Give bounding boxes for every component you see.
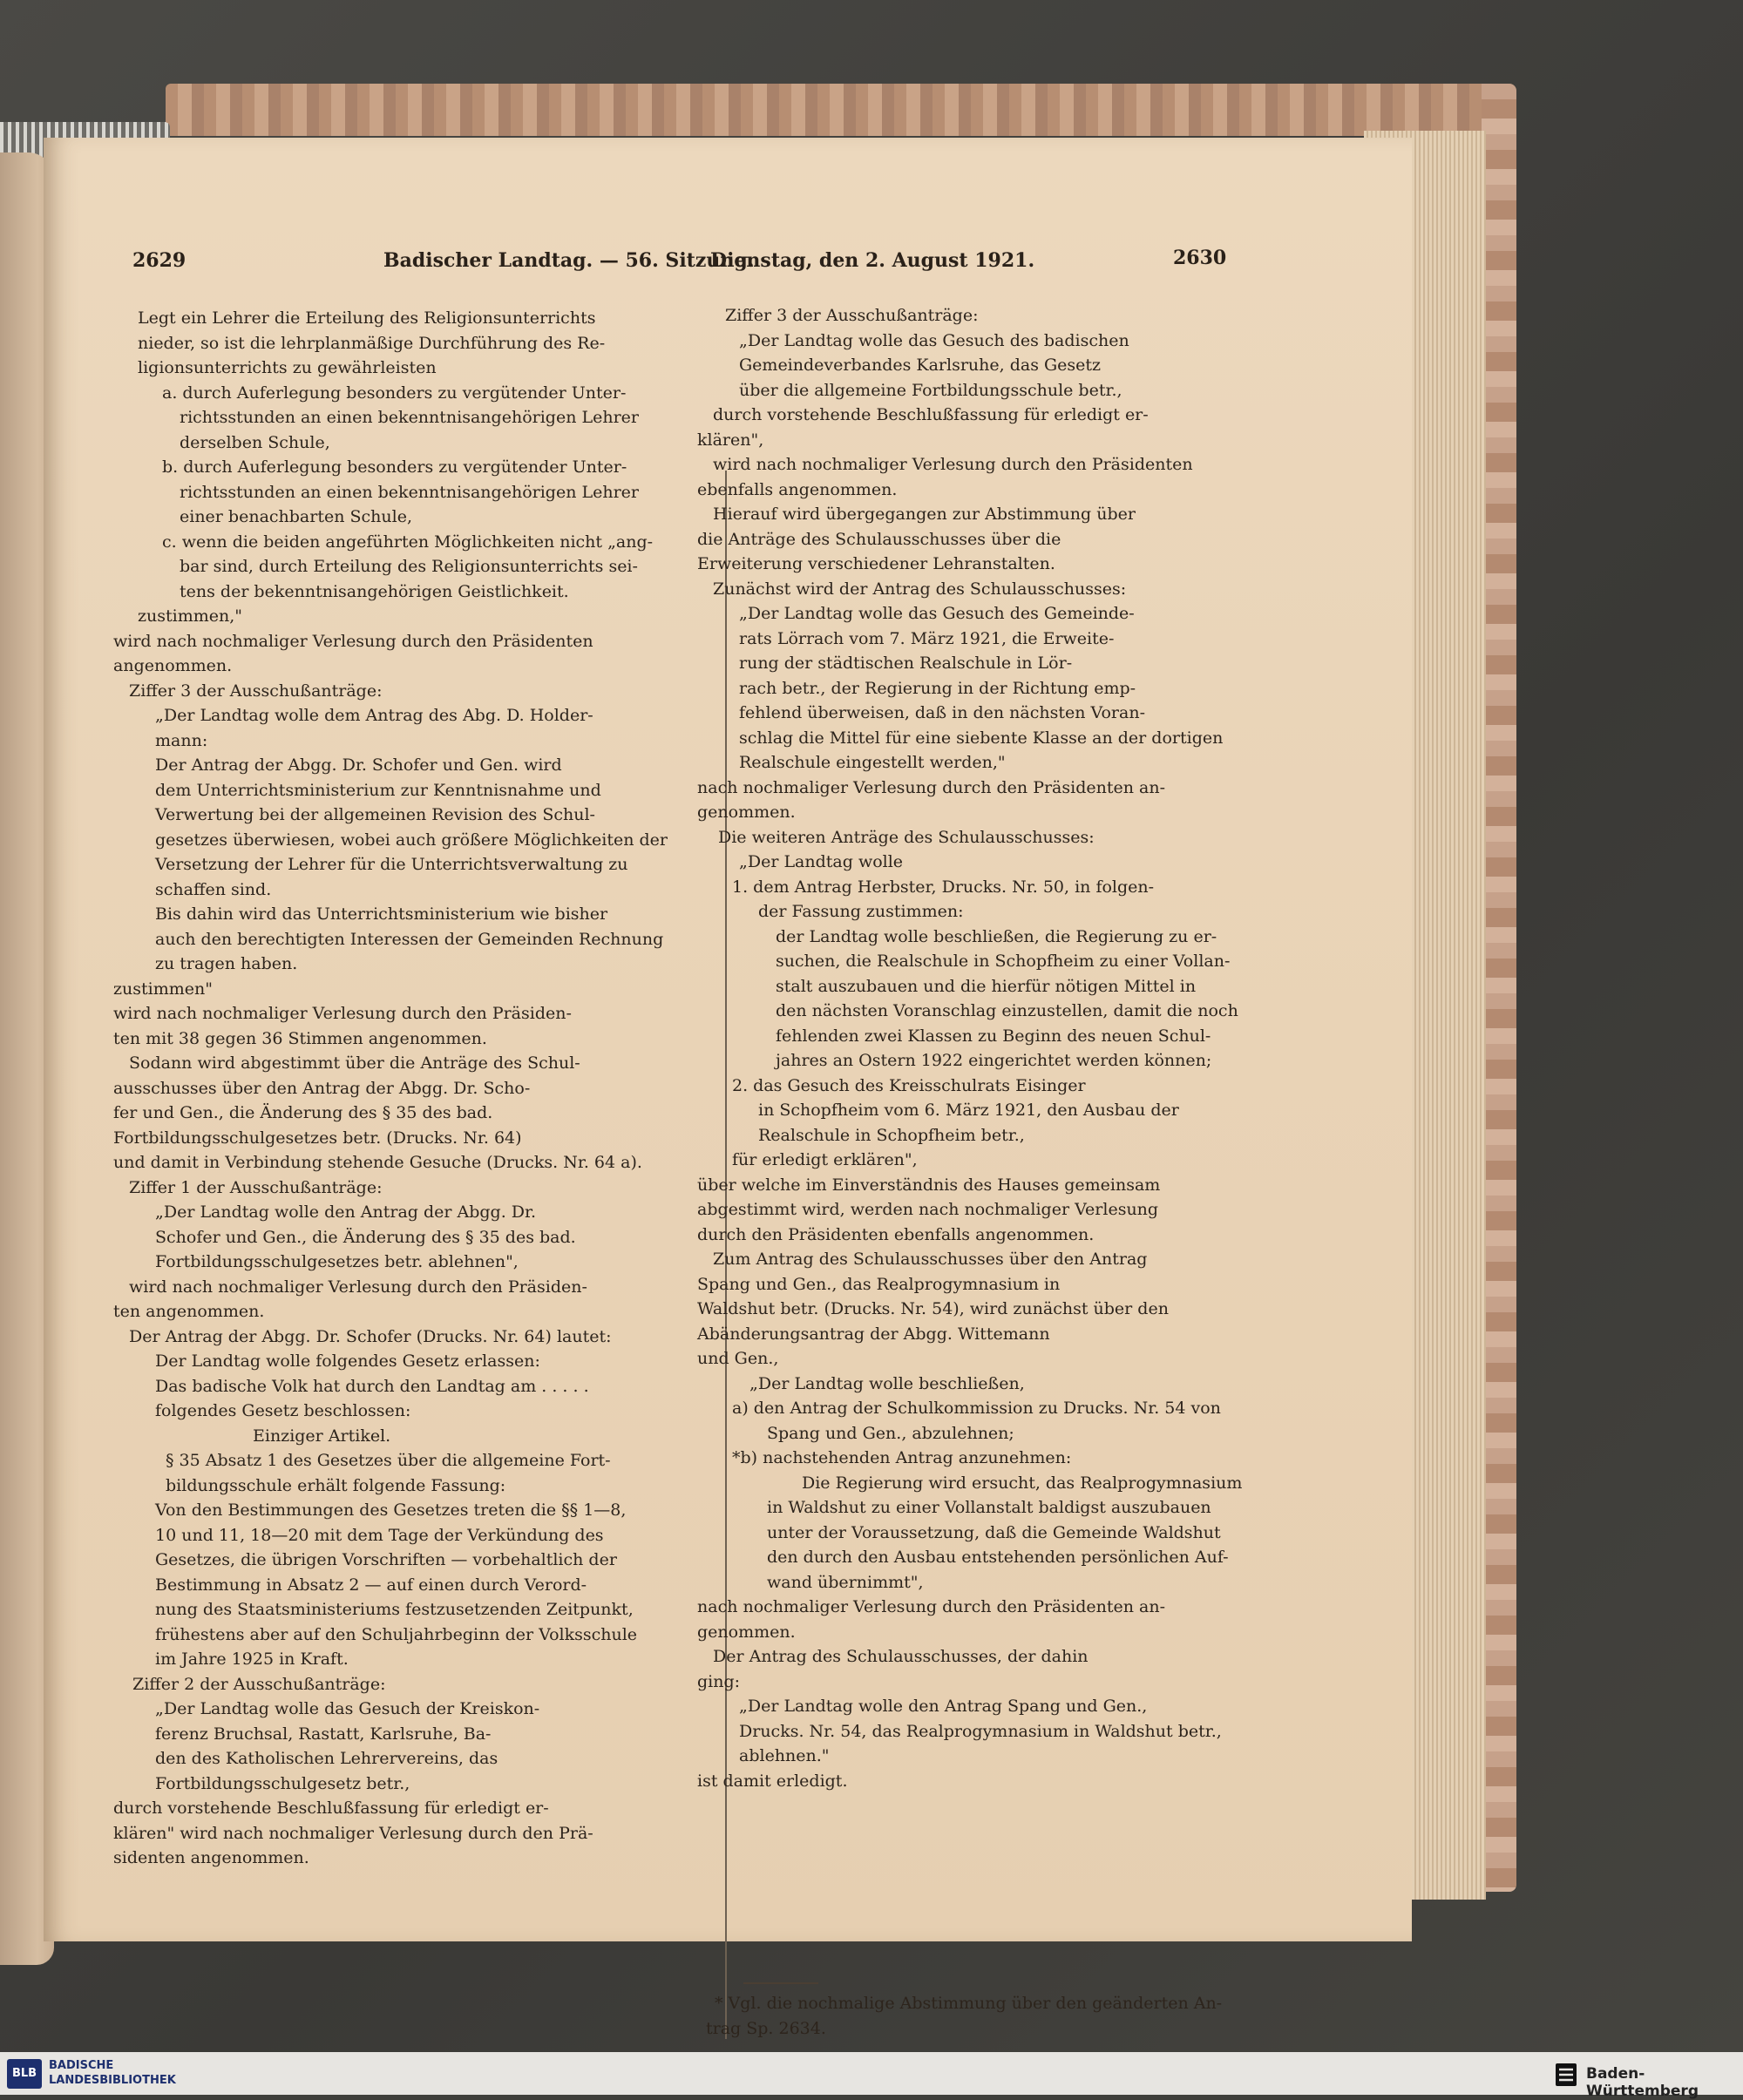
text-line: durch vorstehende Beschlußfassung für erledigt er- bbox=[113, 1799, 549, 1818]
text-line: Spang und Gen., abzulehnen; bbox=[767, 1423, 1014, 1443]
text-line: Bestimmung in Absatz 2 — auf einen durch Verord- bbox=[155, 1575, 587, 1595]
text-line: durch den Präsidenten ebenfalls angenommen. bbox=[697, 1224, 1095, 1244]
text-line: ligionsunterrichts zu gewährleisten bbox=[138, 358, 437, 377]
text-line: Ziffer 3 der Ausschußanträge: bbox=[129, 681, 383, 701]
text-line: wird nach nochmaliger Verlesung durch den Präsiden- bbox=[113, 1004, 572, 1023]
text-line: tens der bekenntnisangehörigen Geistlichkeit. bbox=[180, 581, 569, 601]
text-line: den nächsten Voranschlag einzustellen, damit die noch bbox=[776, 1001, 1238, 1020]
text-line: Zunächst wird der Antrag des Schulausschusses: bbox=[713, 579, 1127, 599]
text-line: und Gen., bbox=[697, 1349, 779, 1368]
footer-bar bbox=[0, 2052, 1743, 2100]
text-line: mann: bbox=[155, 730, 208, 750]
text-line: Das badische Volk hat durch den Landtag am . . . . . bbox=[155, 1376, 589, 1396]
page-number-right: 2630 bbox=[1173, 247, 1227, 269]
text-line: rach betr., der Regierung in der Richtung emp- bbox=[739, 678, 1136, 698]
text-line: Von den Bestimmungen des Gesetzes treten die §§ 1—8, bbox=[155, 1500, 627, 1520]
left-text-column bbox=[113, 306, 668, 1871]
text-line: derselben Schule, bbox=[180, 432, 330, 452]
text-line: „Der Landtag wolle bbox=[739, 852, 904, 871]
text-line: Ziffer 3 der Ausschußanträge: bbox=[725, 306, 979, 325]
running-title: Badischer Landtag. — 56. Sitzung. bbox=[383, 249, 755, 272]
text-line: sidenten angenommen. bbox=[113, 1848, 309, 1867]
page-number-left: 2629 bbox=[132, 249, 187, 272]
text-line: klären" wird nach nochmaliger Verlesung durch den Prä- bbox=[113, 1823, 593, 1843]
text-line: über die allgemeine Fortbildungsschule betr., bbox=[739, 380, 1122, 400]
text-line: genommen. bbox=[697, 803, 796, 822]
text-line: Sodann wird abgestimmt über die Anträge des Schul- bbox=[129, 1053, 580, 1073]
library-name[interactable]: BADISCHE LANDESBIBLIOTHEK bbox=[49, 2059, 176, 2087]
text-line: „Der Landtag wolle dem Antrag des Abg. D. Holder- bbox=[155, 706, 593, 725]
text-line: *b) nachstehenden Antrag anzunehmen: bbox=[732, 1448, 1072, 1467]
book-page bbox=[44, 138, 1412, 2038]
session-date: Dienstag, den 2. August 1921. bbox=[710, 249, 1035, 272]
text-line: den durch den Ausbau entstehenden persönlichen Auf- bbox=[767, 1548, 1229, 1567]
text-line: Gemeindeverbandes Karlsruhe, das Gesetz bbox=[739, 356, 1102, 375]
text-line: nach nochmaliger Verlesung durch den Präsidenten an- bbox=[697, 1597, 1166, 1616]
text-line: Der Antrag der Abgg. Dr. Schofer (Drucks. Nr. 64) lautet: bbox=[129, 1326, 612, 1346]
text-line: rats Lörrach vom 7. März 1921, die Erweite- bbox=[739, 628, 1115, 648]
text-line: Schofer und Gen., die Änderung des § 35 des bad. bbox=[155, 1227, 576, 1247]
footnote bbox=[706, 1991, 1222, 2041]
text-line: Fortbildungsschulgesetzes betr. ablehnen", bbox=[155, 1252, 519, 1271]
text-line: der Landtag wolle beschließen, die Regierung zu er- bbox=[776, 926, 1217, 946]
text-line: b. durch Auferlegung besonders zu vergütender Unter- bbox=[162, 457, 627, 477]
text-line: Fortbildungsschulgesetz betr., bbox=[155, 1773, 410, 1793]
text-line: „Der Landtag wolle den Antrag der Abgg. Dr. bbox=[155, 1202, 537, 1222]
text-line: Bis dahin wird das Unterrichtsministerium wie bisher bbox=[155, 904, 608, 924]
text-line: Der Antrag des Schulausschusses, der dahin bbox=[713, 1647, 1089, 1666]
text-line: durch vorstehende Beschlußfassung für erledigt er- bbox=[713, 405, 1149, 424]
text-line: fehlend überweisen, daß in den nächsten Voran- bbox=[739, 703, 1145, 722]
text-line: Der Antrag der Abgg. Dr. Schofer und Gen. wird bbox=[155, 755, 562, 775]
text-line: ferenz Bruchsal, Rastatt, Karlsruhe, Ba- bbox=[155, 1724, 492, 1744]
text-line: trag Sp. 2634. bbox=[706, 2018, 826, 2038]
text-line: c. wenn die beiden angeführten Möglichkeiten nicht „ang- bbox=[162, 532, 654, 552]
text-line: folgendes Gesetz beschlossen: bbox=[155, 1401, 411, 1420]
text-line: frühestens aber auf den Schuljahrbeginn der Volksschule bbox=[155, 1624, 638, 1644]
text-line: Fortbildungsschulgesetzes betr. (Drucks. Nr. 64) bbox=[113, 1128, 522, 1148]
footnote-rule bbox=[743, 1982, 818, 1984]
text-line: ablehnen." bbox=[739, 1746, 830, 1765]
text-line: Die weiteren Anträge des Schulausschusses: bbox=[718, 827, 1095, 847]
text-line: ist damit erledigt. bbox=[697, 1771, 848, 1791]
text-line: a) den Antrag der Schulkommission zu Drucks. Nr. 54 von bbox=[732, 1399, 1221, 1418]
text-line: 2. das Gesuch des Kreisschulrats Eisinger bbox=[732, 1075, 1086, 1095]
text-line: nach nochmaliger Verlesung durch den Präsidenten an- bbox=[697, 777, 1166, 797]
text-line: ebenfalls angenommen. bbox=[697, 479, 898, 499]
text-line: für erledigt erklären", bbox=[732, 1150, 918, 1169]
text-line: richtsstunden an einen bekenntnisangehörigen Lehrer bbox=[180, 482, 639, 502]
text-line: schaffen sind. bbox=[155, 879, 272, 899]
text-line: bar sind, durch Erteilung des Religionsunterrichts sei- bbox=[180, 557, 638, 576]
text-line: Verwertung bei der allgemeinen Revision des Schul- bbox=[155, 805, 595, 824]
text-line: zu tragen haben. bbox=[155, 954, 298, 973]
text-line: zustimmen," bbox=[138, 606, 243, 626]
right-text-column bbox=[697, 303, 1242, 1793]
text-line: abgestimmt wird, werden nach nochmaliger Verlesung bbox=[697, 1200, 1159, 1219]
text-line: „Der Landtag wolle beschließen, bbox=[749, 1373, 1025, 1393]
text-line: fer und Gen., die Änderung des § 35 des bad. bbox=[113, 1103, 493, 1122]
text-line: suchen, die Realschule in Schopfheim zu einer Vollan- bbox=[776, 952, 1231, 971]
text-line: der Fassung zustimmen: bbox=[758, 902, 964, 921]
text-line: Drucks. Nr. 54, das Realprogymnasium in Waldshut betr., bbox=[739, 1721, 1222, 1741]
text-line: Gesetzes, die übrigen Vorschriften — vorbehaltlich der bbox=[155, 1550, 617, 1569]
text-line: Einziger Artikel. bbox=[253, 1426, 391, 1446]
text-line: jahres an Ostern 1922 eingerichtet werden können; bbox=[776, 1051, 1212, 1070]
text-line: Abänderungsantrag der Abgg. Wittemann bbox=[697, 1324, 1050, 1344]
state-name[interactable]: Baden-Württemberg bbox=[1586, 2065, 1699, 2100]
text-line: und damit in Verbindung stehende Gesuche (Drucks. Nr. 64 a). bbox=[113, 1153, 642, 1172]
baden-wuerttemberg-crest-icon bbox=[1553, 2060, 1579, 2088]
text-line: Realschule eingestellt werden," bbox=[739, 753, 1006, 772]
text-line: Legt ein Lehrer die Erteilung des Religionsunterrichts bbox=[138, 308, 596, 328]
text-line: richtsstunden an einen bekenntnisangehörigen Lehrer bbox=[180, 408, 639, 427]
text-line: Erweiterung verschiedener Lehranstalten. bbox=[697, 554, 1055, 573]
text-line: über welche im Einverständnis des Hauses gemeinsam bbox=[697, 1175, 1161, 1195]
text-line: „Der Landtag wolle das Gesuch des badischen bbox=[739, 330, 1129, 350]
text-line: ten angenommen. bbox=[113, 1302, 265, 1321]
text-line: bildungsschule erhält folgende Fassung: bbox=[166, 1475, 506, 1495]
text-line: Zum Antrag des Schulausschusses über den Antrag bbox=[713, 1250, 1148, 1269]
book-top-edge bbox=[166, 84, 1512, 136]
text-line: Der Landtag wolle folgendes Gesetz erlassen: bbox=[155, 1351, 540, 1371]
text-line: nieder, so ist die lehrplanmäßige Durchführung des Re- bbox=[138, 333, 606, 353]
text-line: angenommen. bbox=[113, 656, 233, 675]
text-line: ausschusses über den Antrag der Abgg. Dr. Scho- bbox=[113, 1078, 531, 1098]
text-line: Ziffer 1 der Ausschußanträge: bbox=[129, 1177, 383, 1197]
text-line: 1. dem Antrag Herbster, Drucks. Nr. 50, in folgen- bbox=[732, 877, 1155, 897]
text-line: Die Regierung wird ersucht, das Realprogymnasium bbox=[802, 1473, 1243, 1493]
text-line: einer benachbarten Schule, bbox=[180, 507, 412, 526]
text-line: den des Katholischen Lehrervereins, das bbox=[155, 1749, 498, 1768]
marbled-book-cover bbox=[1482, 84, 1516, 1892]
text-line: Versetzung der Lehrer für die Unterrichtsverwaltung zu bbox=[155, 855, 628, 874]
text-line: in Waldshut zu einer Vollanstalt baldigst auszubauen bbox=[767, 1498, 1211, 1517]
text-line: Realschule in Schopfheim betr., bbox=[758, 1125, 1025, 1145]
text-line: zustimmen" bbox=[113, 979, 213, 999]
text-line: stalt auszubauen und die hierfür nötigen Mittel in bbox=[776, 976, 1197, 996]
text-line: „Der Landtag wolle den Antrag Spang und Gen., bbox=[739, 1697, 1148, 1716]
text-line: „Der Landtag wolle das Gesuch des Gemeinde- bbox=[739, 604, 1135, 623]
text-line: Ziffer 2 der Ausschußanträge: bbox=[132, 1674, 386, 1694]
text-line: * Vgl. die nochmalige Abstimmung über den geänderten An- bbox=[715, 1994, 1223, 2013]
text-line: rung der städtischen Realschule in Lör- bbox=[739, 654, 1073, 673]
text-line: Hierauf wird übergegangen zur Abstimmung über bbox=[713, 505, 1136, 524]
text-line: im Jahre 1925 in Kraft. bbox=[155, 1650, 349, 1669]
blb-logo[interactable]: BLB bbox=[7, 2059, 42, 2089]
text-line: unter der Voraussetzung, daß die Gemeinde Waldshut bbox=[767, 1522, 1221, 1542]
text-line: wand übernimmt", bbox=[767, 1572, 924, 1592]
text-line: schlag die Mittel für eine siebente Klasse an der dortigen bbox=[739, 728, 1224, 748]
text-line: 10 und 11, 18—20 mit dem Tage der Verkündung des bbox=[155, 1525, 604, 1545]
text-line: ten mit 38 gegen 36 Stimmen angenommen. bbox=[113, 1028, 487, 1048]
text-line: genommen. bbox=[697, 1622, 796, 1642]
text-line: nung des Staatsministeriums festzusetzenden Zeitpunkt, bbox=[155, 1600, 634, 1619]
text-line: Waldshut betr. (Drucks. Nr. 54), wird zunächst über den bbox=[697, 1299, 1169, 1318]
text-line: wird nach nochmaliger Verlesung durch den Präsidenten bbox=[713, 455, 1193, 474]
text-line: „Der Landtag wolle das Gesuch der Kreiskon- bbox=[155, 1699, 540, 1718]
text-line: die Anträge des Schulausschusses über die bbox=[697, 529, 1061, 549]
text-line: Spang und Gen., das Realprogymnasium in bbox=[697, 1274, 1061, 1294]
text-line: klären", bbox=[697, 430, 764, 450]
text-line: in Schopfheim vom 6. März 1921, den Ausbau der bbox=[758, 1101, 1179, 1120]
text-line: ging: bbox=[697, 1671, 741, 1691]
text-line: auch den berechtigten Interessen der Gemeinden Rechnung bbox=[155, 929, 664, 949]
text-line: gesetzes überwiesen, wobei auch größere Möglichkeiten der bbox=[155, 830, 668, 850]
text-line: a. durch Auferlegung besonders zu vergütender Unter- bbox=[162, 383, 627, 403]
text-line: dem Unterrichtsministerium zur Kenntnisnahme und bbox=[155, 780, 601, 800]
text-line: fehlenden zwei Klassen zu Beginn des neuen Schul- bbox=[776, 1026, 1211, 1046]
text-line: wird nach nochmaliger Verlesung durch den Präsiden- bbox=[129, 1277, 587, 1297]
text-line: § 35 Absatz 1 des Gesetzes über die allgemeine Fort- bbox=[166, 1451, 611, 1470]
text-line: wird nach nochmaliger Verlesung durch den Präsidenten bbox=[113, 631, 593, 651]
